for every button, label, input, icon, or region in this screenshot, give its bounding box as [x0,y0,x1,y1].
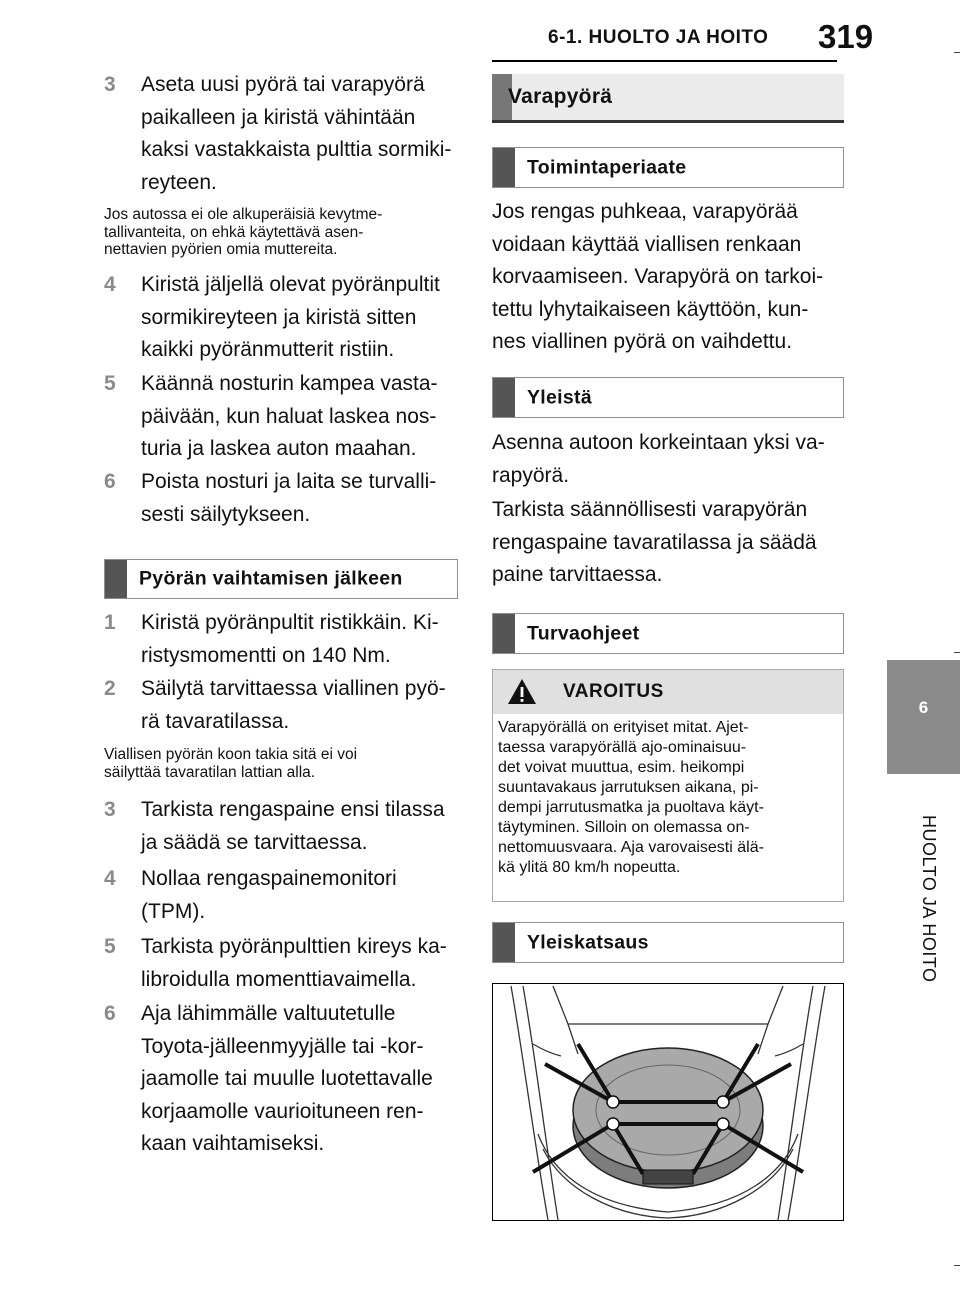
header-rule [492,60,837,62]
warning-line: dempi jarrutusmatka ja puoltava käyt- [498,799,764,816]
note-line: Viallisen pyörän koon takia sitä ei voi [104,746,358,763]
step-line: Tarkista rengaspaine ensi tilassa [141,798,445,821]
step-line: sesti säilytykseen. [141,502,311,526]
step-line: Kiristä jäljellä olevat pyöränpultit [141,273,440,296]
warning-text [498,718,837,878]
paragraph-general-1 [492,427,852,492]
heading-label: Toimintaperiaate [527,156,687,178]
step-number: 6 [104,470,116,493]
warning-title: VAROITUS [563,681,664,702]
section-heading-after-change [104,559,458,599]
note-line: nettavien pyörien omia muttereita. [104,241,338,258]
paragraph-general-2 [492,494,852,592]
step-line: korjaamolle vaurioituneen ren- [141,1099,424,1123]
heading-label: Turvaohjeet [527,622,640,644]
step-line: Aja lähimmälle valtuutetulle [141,1002,396,1025]
step-line: Poista nosturi ja laita se turvalli- [141,470,437,493]
warning-line: nettomuusvaara. Aja varovaisesti älä- [498,839,764,856]
step-number: 5 [104,935,116,958]
heading-bar [493,923,515,962]
para-line: Tarkista säännöllisesti varapyörän [492,498,808,521]
para-line: paine tarvittaessa. [492,563,663,586]
step-line: Aseta uusi pyörä tai varapyörä [141,73,425,96]
heading-label: Yleiskatsaus [527,931,649,953]
step-number: 4 [104,273,116,296]
step-line: kaan vaihtamiseksi. [141,1132,325,1155]
step-line: Tarkista pyöränpulttien kireys ka- [141,935,447,958]
subheading-principle [492,147,844,188]
paragraph-principle [492,196,852,359]
heading-label: Varapyörä [508,85,613,108]
subheading-safety [492,613,844,654]
warning-line: suuntavakaus jarrutuksen aikana, pi- [498,779,759,796]
para-line: Asenna autoon korkeintaan yksi va- [492,431,825,454]
note-line: Jos autossa ei ole alkuperäisiä kevytme- [104,206,383,223]
crop-mark [954,1265,960,1266]
step-line: sormikireyteen ja kiristä sitten [141,305,417,329]
main-heading-spare-wheel [492,74,844,123]
step-line: päivään, kun haluat laskea nos- [141,404,437,428]
para-line: Jos rengas puhkeaa, varapyörää [492,200,798,223]
subheading-overview [492,922,844,963]
step-line: Säilytä tarvittaessa viallinen pyö- [141,677,446,700]
warning-line: Varapyörällä on erityiset mitat. Ajet- [498,719,749,736]
step-line: paikalleen ja kiristä vähintään [141,105,416,129]
heading-bar [493,148,515,187]
heading-bar [493,614,515,653]
step-line: Nollaa rengaspainemonitori [141,867,397,890]
note-damaged-wheel [104,746,464,781]
step-number: 2 [104,677,116,700]
heading-label: Pyörän vaihtamisen jälkeen [139,567,403,590]
step-line: jaamolle tai muulle luotettavalle [141,1067,433,1090]
note-line: tallivanteita, on ehkä käytettävä asen- [104,223,364,241]
step-line: Käännä nosturin kampea vasta- [141,372,438,395]
heading-bar [493,378,515,417]
step-line: kaikki pyöränmutterit ristiin. [141,338,395,361]
step-line: reyteen. [141,170,217,194]
crop-mark [954,52,960,53]
step-number: 1 [104,611,116,634]
subheading-general [492,377,844,418]
warning-header [493,670,843,714]
step-line: libroidulla momenttiavaimella. [141,967,417,991]
warning-line: kä ylitä 80 km/h nopeutta. [498,859,681,876]
step-line: ja säädä se tarvittaessa. [141,830,368,854]
step-line: Kiristä pyöränpultit ristikkäin. Ki- [141,611,439,634]
note-alloy-wheels [104,206,464,259]
spare-wheel-in-trunk-icon [493,984,843,1220]
warning-line: täytyminen. Silloin on olemassa on- [498,819,750,836]
spare-wheel-illustration [492,983,844,1221]
para-line: rapyörä. [492,463,570,487]
step-line: (TPM). [141,899,206,923]
step-line: rä tavaratilassa. [141,709,290,733]
para-line: korvaamiseen. Varapyörä on tarkoi- [492,265,824,288]
page-number: 319 [818,18,874,55]
heading-label: Yleistä [527,386,592,408]
warning-line: taessa varapyörällä ajo-ominaisuu- [498,739,747,756]
para-line: voidaan käyttää viallisen renkaan [492,232,802,256]
step-line: kaksi vastakkaista pulttia sormiki- [141,138,452,161]
para-line: rengaspaine tavaratilassa ja säädä [492,530,817,554]
step-line: Toyota-jälleenmyyjälle tai -kor- [141,1034,424,1058]
step-line: ristysmomentti on 140 Nm. [141,643,391,667]
para-line: nes viallinen pyörä on vaihdettu. [492,330,793,353]
chapter-label: HUOLTO JA HOITO [919,815,939,983]
step-line: turia ja laskea auton maahan. [141,437,417,460]
running-header-section: 6-1. HUOLTO JA HOITO [548,27,769,48]
warning-box [492,669,844,902]
step-number: 4 [104,867,116,890]
heading-bar [105,560,127,598]
step-number: 3 [104,798,116,821]
chapter-number: 6 [918,698,929,717]
para-line: tettu lyhytaikaiseen käyttöön, kun- [492,297,809,321]
warning-triangle-icon [507,678,537,705]
warning-line: det voivat muuttua, esim. heikompi [498,759,745,776]
note-line: säilyttää tavaratilan lattian alla. [104,763,316,781]
step-number: 3 [104,73,116,96]
chapter-tab [887,660,960,774]
step-number: 5 [104,372,116,395]
crop-mark [954,652,960,653]
step-number: 6 [104,1002,116,1025]
